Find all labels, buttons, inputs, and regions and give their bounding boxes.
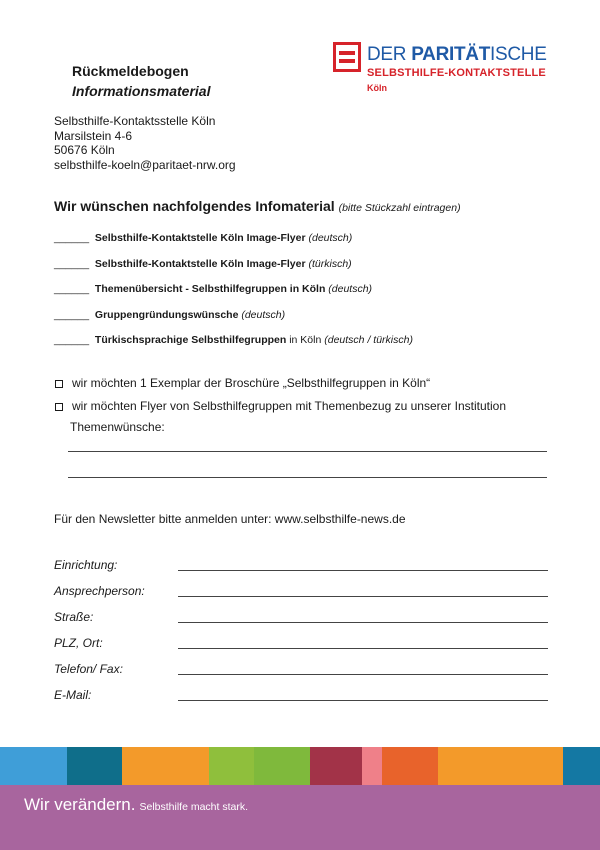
address-org: Selbsthilfe-Kontaktsstelle Köln — [54, 114, 216, 128]
order-heading: Wir wünschen nachfolgendes Infomaterial (bitte Stückzahl eintragen) — [54, 198, 461, 214]
order-item[interactable]: ______ Selbsthilfe-Kontaktstelle Köln Image-Flyer (türkisch) — [54, 257, 352, 270]
form-label: Straße: — [54, 610, 94, 624]
quantity-blank[interactable]: ______ — [54, 308, 90, 321]
brochure-option[interactable]: wir möchten 1 Exemplar der Broschüre „Selbsthilfegruppen in Köln“ — [54, 376, 506, 399]
form-label: E-Mail: — [54, 688, 92, 702]
quantity-blank[interactable]: ______ — [54, 232, 90, 244]
stripe-segment — [310, 747, 362, 785]
form-input-line[interactable] — [178, 622, 548, 623]
form-input-line[interactable] — [178, 570, 548, 571]
form-row — [54, 584, 548, 610]
form-input-line[interactable] — [178, 674, 548, 675]
order-item[interactable]: ______ Gruppengründungswünsche (deutsch) — [54, 308, 286, 321]
form-row — [54, 662, 548, 688]
stripe-segment — [67, 747, 122, 785]
quantity-blank[interactable]: ______ — [54, 334, 90, 346]
stripe-segment — [209, 747, 254, 785]
form-input-line[interactable] — [178, 596, 548, 597]
topics-label: Themenwünsche: — [70, 420, 165, 434]
stripe-segment — [438, 747, 563, 785]
stripe-segment — [563, 747, 600, 785]
address-street: Marsilstein 4-6 — [54, 128, 133, 143]
form-input-line[interactable] — [178, 648, 548, 649]
quantity-blank[interactable]: ______ — [54, 283, 90, 295]
stripe-segment — [122, 747, 209, 785]
quantity-blank[interactable]: ______ — [54, 257, 90, 270]
topic-line[interactable] — [68, 451, 547, 452]
paritaet-logo — [333, 42, 558, 100]
checkbox[interactable] — [55, 403, 63, 411]
logo-subline: SELBSTHILFE-KONTAKTSTELLE — [367, 67, 546, 79]
order-heading-note: (bitte Stückzahl eintragen) — [338, 202, 461, 214]
page-subtitle: Informationsmaterial — [72, 83, 211, 99]
stripe-segment — [382, 747, 438, 785]
form-label: Einrichtung: — [54, 558, 118, 572]
logo-name: DER PARITÄTISCHE — [367, 44, 547, 65]
form-row — [54, 610, 548, 636]
logo-city: Köln — [367, 83, 387, 93]
newsletter-text: Für den Newsletter bitte anmelden unter: www.selbsthilfe-news.de — [54, 512, 406, 526]
footer-band — [0, 785, 600, 850]
order-item[interactable]: ______ Themenübersicht - Selbsthilfegruppen in Köln (deutsch) — [54, 283, 373, 295]
order-list — [54, 232, 413, 360]
address-city: 50676 Köln — [54, 143, 115, 157]
contact-form — [54, 558, 548, 714]
form-row — [54, 688, 548, 714]
address-email: selbsthilfe-koeln@paritaet-nrw.org — [54, 157, 236, 172]
checkbox[interactable] — [55, 380, 63, 388]
order-item[interactable]: ______ Türkischsprachige Selbsthilfegruppen in Köln (deutsch / türkisch) — [54, 334, 413, 346]
stripe-segment — [254, 747, 310, 785]
form-input-line[interactable] — [178, 700, 548, 701]
form-label: PLZ, Ort: — [54, 636, 103, 650]
stripe-segment — [362, 747, 382, 785]
topic-line[interactable] — [68, 477, 547, 478]
order-item[interactable]: ______ Selbsthilfe-Kontaktstelle Köln Image-Flyer (deutsch) — [54, 232, 353, 244]
flyer-option[interactable]: wir möchten Flyer von Selbsthilfegruppen mit Themenbezug zu unserer Institution — [54, 399, 506, 422]
footer-color-stripe — [0, 747, 600, 785]
checkbox-list — [54, 376, 506, 422]
page-title: Rückmeldebogen — [72, 63, 189, 79]
form-row — [54, 636, 548, 662]
form-row — [54, 558, 548, 584]
stripe-segment — [0, 747, 67, 785]
form-label: Ansprechperson: — [54, 584, 145, 598]
paritaet-logo-icon — [333, 42, 361, 72]
form-label: Telefon/ Fax: — [54, 662, 123, 676]
address-block — [54, 114, 236, 172]
footer-slogan: Wir verändern. Selbsthilfe macht stark. — [24, 795, 249, 814]
